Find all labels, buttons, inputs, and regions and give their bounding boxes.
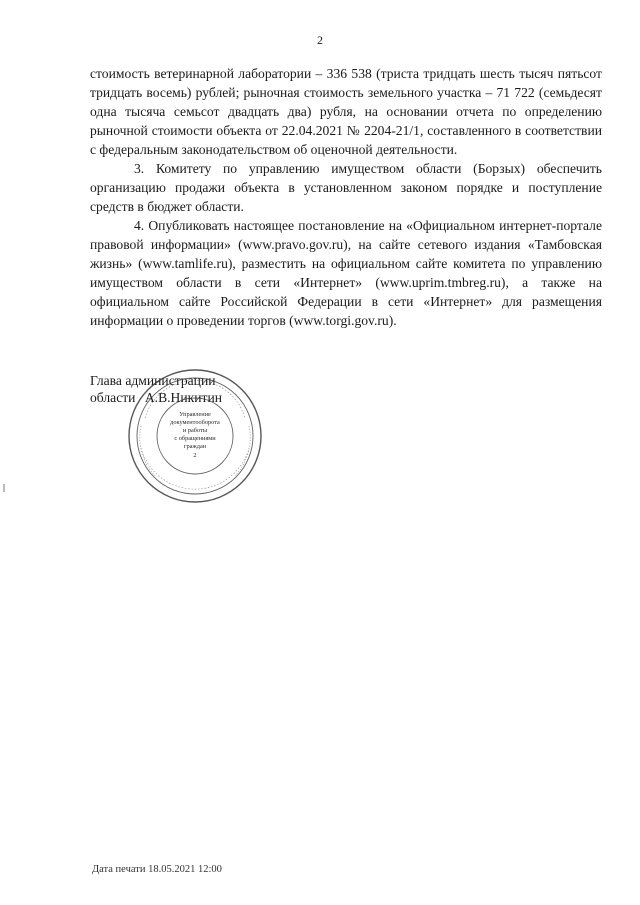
seal-inner-text	[170, 411, 220, 459]
seal-text-line: документооборота	[170, 419, 220, 426]
scan-artifact	[3, 484, 5, 492]
page-number: 2	[317, 33, 323, 47]
seal-icon	[125, 366, 265, 506]
seal-text-line: 2	[193, 452, 197, 459]
paragraph-4: 4. Опубликовать настоящее постановление на «Официальном интернет-портале правовой информации» (www.pravo.gov.ru), на сайте сетевого издания «Тамбовская жизнь» (www.tamlife.ru), разместить на официальном сайте комитета по управлению имуществом области в сети «Интернет» (www.uprim.tmbreg.ru), а также на официальном сайте Российской Федерации в сети «Интернет» для размещения информации о проведении торгов (www.torgi.gov.ru).	[90, 218, 602, 328]
seal-text-line: с обращениями	[174, 435, 216, 442]
paragraph-3: 3. Комитету по управлению имуществом области (Борзых) обеспечить организацию продажи объекта в установленном законом порядке и поступление средств в бюджет области.	[90, 161, 602, 214]
signature-position-line2: области	[90, 390, 136, 405]
document-body	[90, 64, 602, 330]
seal-text-line: и работы	[182, 427, 208, 434]
signature-position-line1: Глава администрации	[90, 373, 216, 388]
seal-text-line: граждан	[183, 443, 207, 450]
seal-text-line: Управление	[179, 411, 211, 418]
print-date: Дата печати 18.05.2021 12:00	[92, 864, 222, 875]
signature-name: А.В.Никитин	[144, 390, 223, 405]
official-seal-stamp	[125, 366, 265, 506]
paragraph-continuation: стоимость ветеринарной лаборатории – 336 538 (триста тридцать шесть тысяч пятьсот тридцать восемь) рублей; рыночная стоимость земельного участка – 71 722 (семьдесят одна тысяча семьсот двадцать два) рубля, на основании отчета по определению рыночной стоимости объекта от 22.04.2021 № 2204-21/1, составленного в соответствии с федеральным законодательством об оценочной деятельности.	[90, 66, 602, 157]
